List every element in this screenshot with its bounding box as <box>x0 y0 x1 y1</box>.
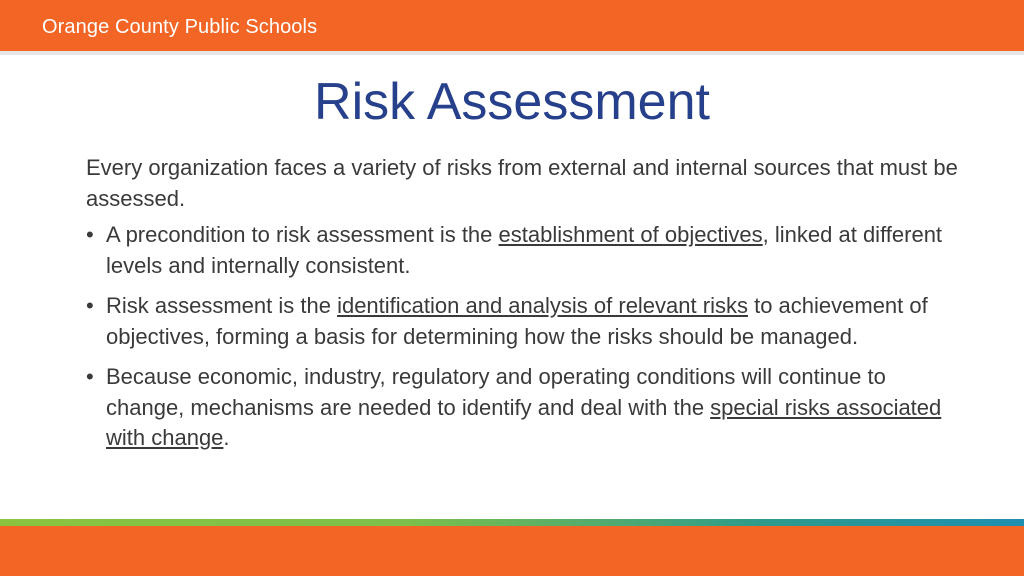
organization-name: Orange County Public Schools <box>42 16 318 38</box>
intro-paragraph: Every organization faces a variety of risks from external and internal sources that must be assessed. <box>86 155 958 211</box>
bullet-text: to achievement of objectives, forming a basis for determining how the risks should be managed. <box>106 293 928 349</box>
slide-title: Risk Assessment <box>314 73 710 131</box>
bullet-text: . <box>223 425 230 450</box>
bullet-text: Because economic, industry, regulatory and operating conditions will continue to change, mechanisms are needed to identify and deal with the <box>106 364 886 420</box>
header-bar <box>0 0 1024 51</box>
bullet-text: A precondition to risk assessment is the <box>106 222 499 247</box>
underlined-term: identification and analysis of relevant risks <box>337 293 748 318</box>
bullet-item-analysis <box>86 291 966 352</box>
bullet-text: , linked at different levels and internally consistent. <box>106 222 943 278</box>
underlined-term: special risks associated with change <box>106 394 942 450</box>
underlined-term: establishment of objectives <box>498 222 763 247</box>
bullet-marker: • <box>86 222 94 247</box>
bullet-item-objectives <box>86 220 966 281</box>
footer-accent-stripe <box>0 519 1024 526</box>
bullet-marker: • <box>86 293 94 318</box>
bullet-item-change <box>86 362 966 454</box>
bullet-text: Risk assessment is the <box>106 293 338 318</box>
slide-body <box>86 153 966 464</box>
bullet-list <box>86 220 966 454</box>
bullet-marker: • <box>86 364 94 389</box>
header-divider <box>0 51 1024 55</box>
footer-bar <box>0 526 1024 576</box>
